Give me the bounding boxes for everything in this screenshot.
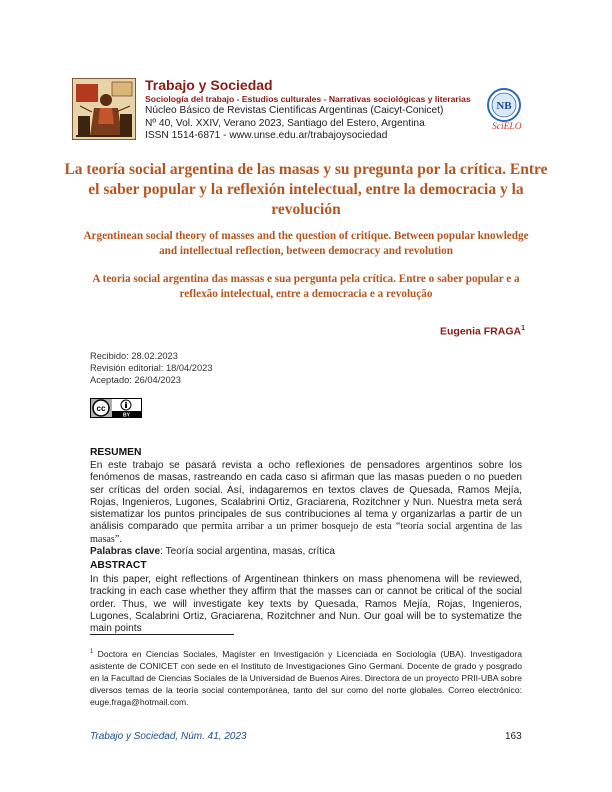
journal-indexing: Núcleo Básico de Revistas Científicas Argentinas (Caicyt-Conicet) <box>145 105 444 116</box>
journal-logo-image <box>72 78 136 140</box>
author-footnote-ref[interactable]: 1 <box>521 325 525 332</box>
by-badge-text: BY <box>123 412 130 418</box>
footer-journal-issue: Trabajo y Sociedad, Núm. 41, 2023 <box>90 731 247 742</box>
abstract-text: In this paper, eight reflections of Argentinean thinkers on mass phenomena will be reviewed, tracking in each case whether they affirm that the masses can or cannot be critical of the social order. Thus, we will investigate key texts by Quesada, Ramos Mejía, Rojas, Ingenieros, Lugones, Scalabrini Ortiz, Graciarena, Rozitchner and Nun. Our goal will be to systematize the main points <box>90 574 522 635</box>
abstract-heading: ABSTRACT <box>90 560 147 571</box>
journal-subtitle: Sociología del trabajo - Estudios culturales - Narrativas sociológicas y literarias <box>145 94 471 104</box>
nb-logo-icon <box>487 88 521 122</box>
cc-by-license-badge[interactable] <box>90 398 142 418</box>
footnote-divider <box>90 634 234 635</box>
journal-header <box>145 77 471 143</box>
date-accepted: Aceptado: 26/04/2023 <box>90 375 181 385</box>
page-number: 163 <box>505 731 522 742</box>
author-name-text: Eugenia FRAGA <box>440 325 522 338</box>
footnote-number: 1 <box>90 649 94 655</box>
date-revision: Revisión editorial: 18/04/2023 <box>90 363 213 373</box>
resumen-text-end: que permita arribar a un primer bosquejo de esta “teoría social argentina de las masas”. <box>90 521 522 545</box>
resumen-text: En este trabajo se pasará revista a ocho reflexiones de pensadores argentinos sobre los fenómenos de masas, rastreando en cada caso si afirman que las masas pueden o no pueden ser críticas del orden social. Así, indagaremos en textos claves de Quesada, Ramos Mejía, Rojas, Ingenieros, Lugones, Scalabrini Ortiz, Graciarena, Rozitchner y Nun. Nuestra meta será sistematizar los puntos principales de sus contribuciones al tema y organizarlas a partir de un análisis comparado <box>90 460 522 533</box>
resumen-body <box>90 460 522 558</box>
article-title-es: La teoría social argentina de las masas y su pregunta por la crítica. Entre el saber popular y la reflexión intelectual, entre la democracia y la revolución <box>64 161 548 218</box>
resumen-heading: RESUMEN <box>90 447 142 458</box>
footnote-text: Doctora en Ciencias Sociales, Magíster en Investigación y Licenciada en Sociología (UBA). Investigadora asistente de CONICET con sede en el Instituto de Investigaciones Gino Germani. Docente de grado y posgrado en la Facultad de Ciencias Sociales de la Universidad de Buenos Aires. Directora de un proyecto PRII-UBA sobre diversos temas de la teoría social contemporánea, tanto del sur como del norte globales. Correo electrónico: euge.fraga@hotmail.com. <box>90 648 522 707</box>
date-received: Recibido: 28.02.2023 <box>90 351 178 361</box>
article-title-en: Argentinean social theory of masses and the question of critique. Between popular knowledge and intellectual reflection, between democracy and revolution <box>83 230 529 257</box>
article-title-pt: A teoria social argentina das massas e sua pergunta pela crítica. Entre o saber popular e a reflexão intelectual, entre a democracia e a revolução <box>92 273 520 300</box>
cc-badge-text: cc <box>96 404 106 413</box>
keywords-list: : Teoría social argentina, masas, crítica <box>160 546 336 558</box>
nb-logo-text: NB <box>496 100 512 112</box>
journal-issn-url: ISSN 1514-6871 - www.unse.edu.ar/trabajoysociedad <box>145 130 388 141</box>
article-dates <box>90 350 213 386</box>
author-name <box>440 325 525 338</box>
scielo-logo: SciELO <box>492 122 522 132</box>
journal-issue-info: Nº 40, Vol. XXIV, Verano 2023, Santiago del Estero, Argentina <box>145 117 425 129</box>
footnote <box>90 646 522 708</box>
journal-title: Trabajo y Sociedad <box>145 77 273 93</box>
keywords-label: Palabras clave <box>90 546 161 558</box>
